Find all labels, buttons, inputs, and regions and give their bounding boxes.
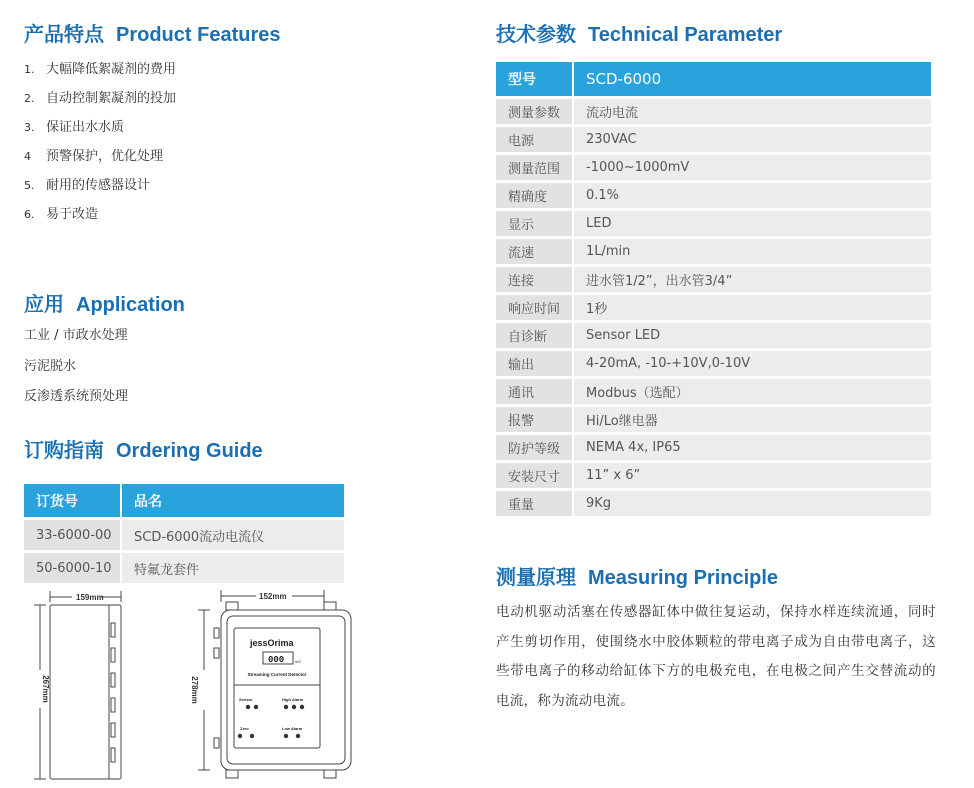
table-row: 连接 进水管1/2”，出水管3/4” <box>496 267 931 292</box>
table-row: 精确度 0.1% <box>496 183 931 208</box>
table-row: 防护等级 NEMA 4x, IP65 <box>496 435 931 460</box>
zero-label: Zero <box>240 726 249 731</box>
list-item: 反渗透系统预处理 <box>24 389 129 404</box>
list-item: 6. 易于改造 <box>24 207 99 222</box>
table-row: 测量参数 流动电流 <box>496 99 931 124</box>
front-view <box>198 590 351 778</box>
side-height-label: 267mm <box>41 675 50 703</box>
table-row: 流速 1L/min <box>496 239 931 264</box>
table-header: 订货号 品名 <box>24 484 344 517</box>
front-leds <box>238 705 304 738</box>
brand-logo: jessOrima <box>250 638 294 648</box>
application-title: 应用 Application <box>24 292 185 316</box>
features-title: 产品特点 Product Features <box>24 22 281 46</box>
table-row: 安装尺寸 11” x 6” <box>496 463 931 488</box>
display-readout: 000 <box>268 655 285 665</box>
list-item: 3. 保证出水水质 <box>24 120 125 135</box>
display-unit: mV <box>295 659 301 664</box>
technical-table <box>496 59 931 519</box>
technical-title: 技术参数 Technical Parameter <box>496 22 783 46</box>
application-list <box>24 326 128 418</box>
high-alarm-label: High Alarm <box>282 697 304 702</box>
ordering-title: 订购指南 Ordering Guide <box>24 438 263 462</box>
list-item: 1. 大幅降低絮凝剂的费用 <box>24 62 177 77</box>
dimension-drawing <box>24 588 354 780</box>
features-list <box>24 60 176 234</box>
list-item: 工业 / 市政水处理 <box>24 328 128 343</box>
low-alarm-label: Low Alarm <box>282 726 303 731</box>
table-row: 电源 230VAC <box>496 127 931 152</box>
principle-text: 电动机驱动活塞在传感器缸体中做往复运动，保持水样连续流通，同时产生剪切作用，使围绕水中胶体颗粒的带电离子成为自由带电离子，这些带电离子的移动给缸体下方的电极充电，在电极之间产生交替流动的电流，称为流动电流。 <box>496 604 936 709</box>
table-row: 输出 4-20mA, -10-+10V,0-10V <box>496 351 931 376</box>
list-item: 4 预警保护，优化处理 <box>24 149 164 164</box>
table-row: 重量 9Kg <box>496 491 931 516</box>
list-item: 5. 耐用的传感器设计 <box>24 178 151 193</box>
table-row: 显示 LED <box>496 211 931 236</box>
list-item: 污泥脱水 <box>24 358 77 374</box>
device-name: Streaming Current Detector <box>247 672 307 677</box>
table-row: 33-6000-00 SCD-6000流动电流仪 <box>24 520 344 550</box>
table-row: 通讯 Modbus（选配） <box>496 379 931 404</box>
table-header: 型号 SCD-6000 <box>496 62 931 96</box>
front-height-label: 278mm <box>190 676 199 704</box>
table-row: 50-6000-10 特氟龙套件 <box>24 553 344 583</box>
table-row: 测量范围 -1000~1000mV <box>496 155 931 180</box>
list-item: 2. 自动控制絮凝剂的投加 <box>24 91 177 106</box>
table-row: 报警 Hi/Lo继电器 <box>496 407 931 432</box>
side-width-label: 159mm <box>76 593 104 602</box>
table-row: 自诊断 Sensor LED <box>496 323 931 348</box>
principle-title: 测量原理 Measuring Principle <box>496 565 779 589</box>
sensor-label: Sensor <box>239 697 253 702</box>
ordering-table <box>24 481 344 586</box>
table-row: 响应时间 1秒 <box>496 295 931 320</box>
front-width-label: 152mm <box>259 592 287 601</box>
